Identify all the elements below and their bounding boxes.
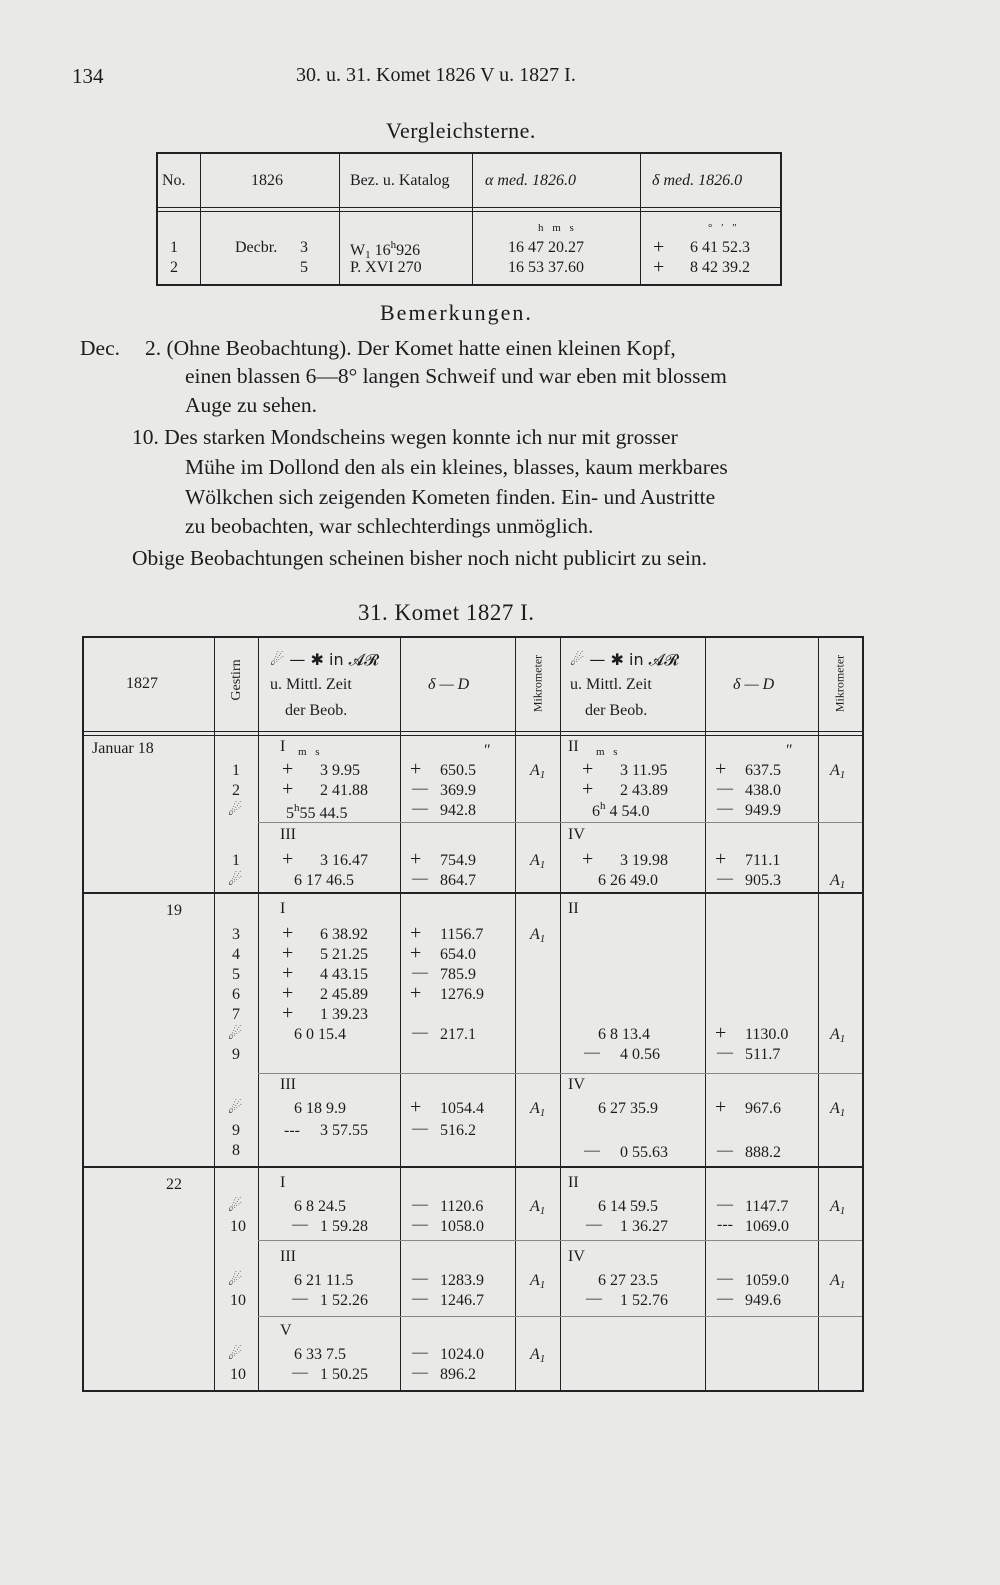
bemerkungen-title: Bemerkungen. [380, 300, 533, 325]
page-number: 134 [72, 64, 104, 88]
comet-icon: ☄ [228, 870, 243, 889]
comet-icon: ☄ [228, 1196, 243, 1215]
units-arcsec: ″ [484, 742, 491, 759]
col-header-delta: δ med. 1826.0 [652, 172, 743, 189]
comet-icon: ☄ [228, 1024, 243, 1043]
col-header-gestirn: Gestirn [229, 659, 244, 701]
col-header-1826: 1826 [251, 172, 283, 189]
units-ms: m s [298, 746, 323, 758]
delta-units: ° ′ ″ [708, 222, 740, 234]
comet-icon: ☄ [228, 800, 243, 819]
comet-icon: ☄ [228, 1098, 243, 1117]
comet-icon: ☄ [228, 1270, 243, 1289]
running-head: 30. u. 31. Komet 1826 V u. 1827 I. [296, 64, 576, 86]
col-header-alpha: α med. 1826.0 [485, 172, 577, 189]
vergleichsterne-title: Vergleichsterne. [386, 118, 536, 143]
komet-1827-title: 31. Komet 1827 I. [358, 600, 535, 625]
comet-icon: ☄ [228, 1344, 243, 1363]
col-header-year: 1827 [126, 675, 158, 692]
col-header-diff-dec: δ — D [428, 676, 470, 693]
alpha-units: h m s [538, 222, 577, 234]
col-header-mikrometer: Mikrometer [530, 654, 545, 713]
col-header-no: No. [162, 172, 186, 189]
col-header-catalog: Bez. u. Katalog [350, 172, 450, 189]
col-header-diff-ra: ☄ — ✱ in 𝓐𝓡 [270, 650, 380, 669]
